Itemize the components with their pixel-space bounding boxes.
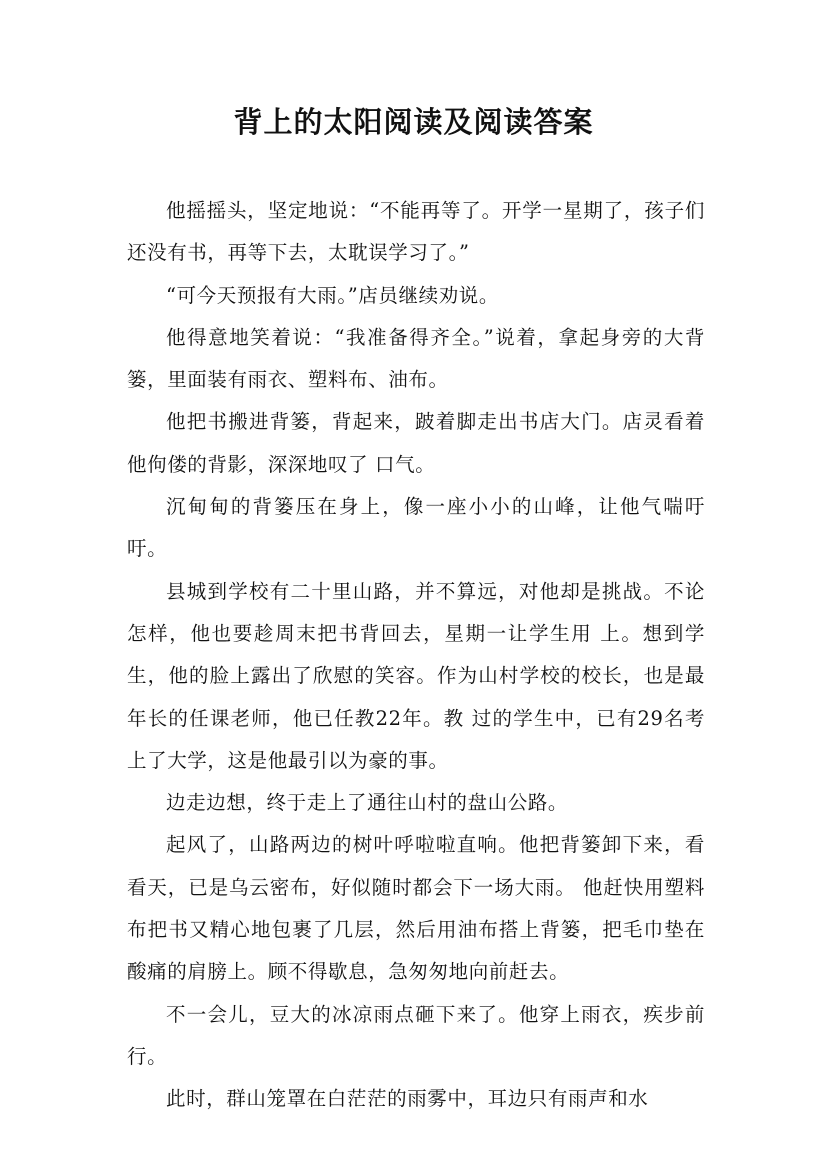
article-body [127, 190, 705, 1121]
paragraph: “可今天预报有大雨。”店员继续劝说。 [166, 283, 499, 307]
paragraph: 此时，群山笼罩在白茫茫的雨雾中，耳边只有雨声和水 [166, 1087, 649, 1111]
paragraph: 他把书搬进背篓，背起来，跛着脚走出书店大门。店灵看着他佝偻的背影，深深地叹了 口气。 [127, 410, 705, 476]
document-title: 背上的太阳阅读及阅读答案 [233, 105, 594, 139]
paragraph: 县城到学校有二十里山路，并不算远，对他却是挑战。不论怎样，他也要趁周末把书背回去，星期一让学生用 上。想到学生，他的脸上露出了欣慰的笑容。作为山村学校的校长，也是最年长的任课老师，他已任教22年。教 过的学生中，已有29名考上了大学，这是他最引以为豪的事。 [127, 579, 705, 772]
paragraph: 他得意地笑着说：“我准备得齐全。”说着，拿起身旁的大背篓，里面装有雨衣、塑料布、油布。 [127, 325, 705, 392]
paragraph: 他摇摇头，坚定地说：“不能再等了。开学一星期了，孩子们还没有书，再等下去，太耽误学习了。” [127, 199, 705, 265]
paragraph: 不一会儿，豆大的冰凉雨点砸下来了。他穿上雨衣，疾步前行。 [127, 1002, 705, 1068]
paragraph: 边走边想，终于走上了通往山村的盘山公路。 [166, 791, 569, 815]
paragraph: 沉甸甸的背篓压在身上，像一座小小的山峰，让他气喘吁吁。 [127, 495, 705, 561]
paragraph: 起风了，山路两边的树叶呼啦啦直响。他把背篓卸下来，看看天，已是乌云密布，好似随时都会下一场大雨。 他赶快用塑料布把书又精心地包裹了几层，然后用油布搭上背篓，把毛巾垫在酸痛的肩膀上。顾不得歇息，急匆匆地向前赶去。 [127, 833, 705, 984]
